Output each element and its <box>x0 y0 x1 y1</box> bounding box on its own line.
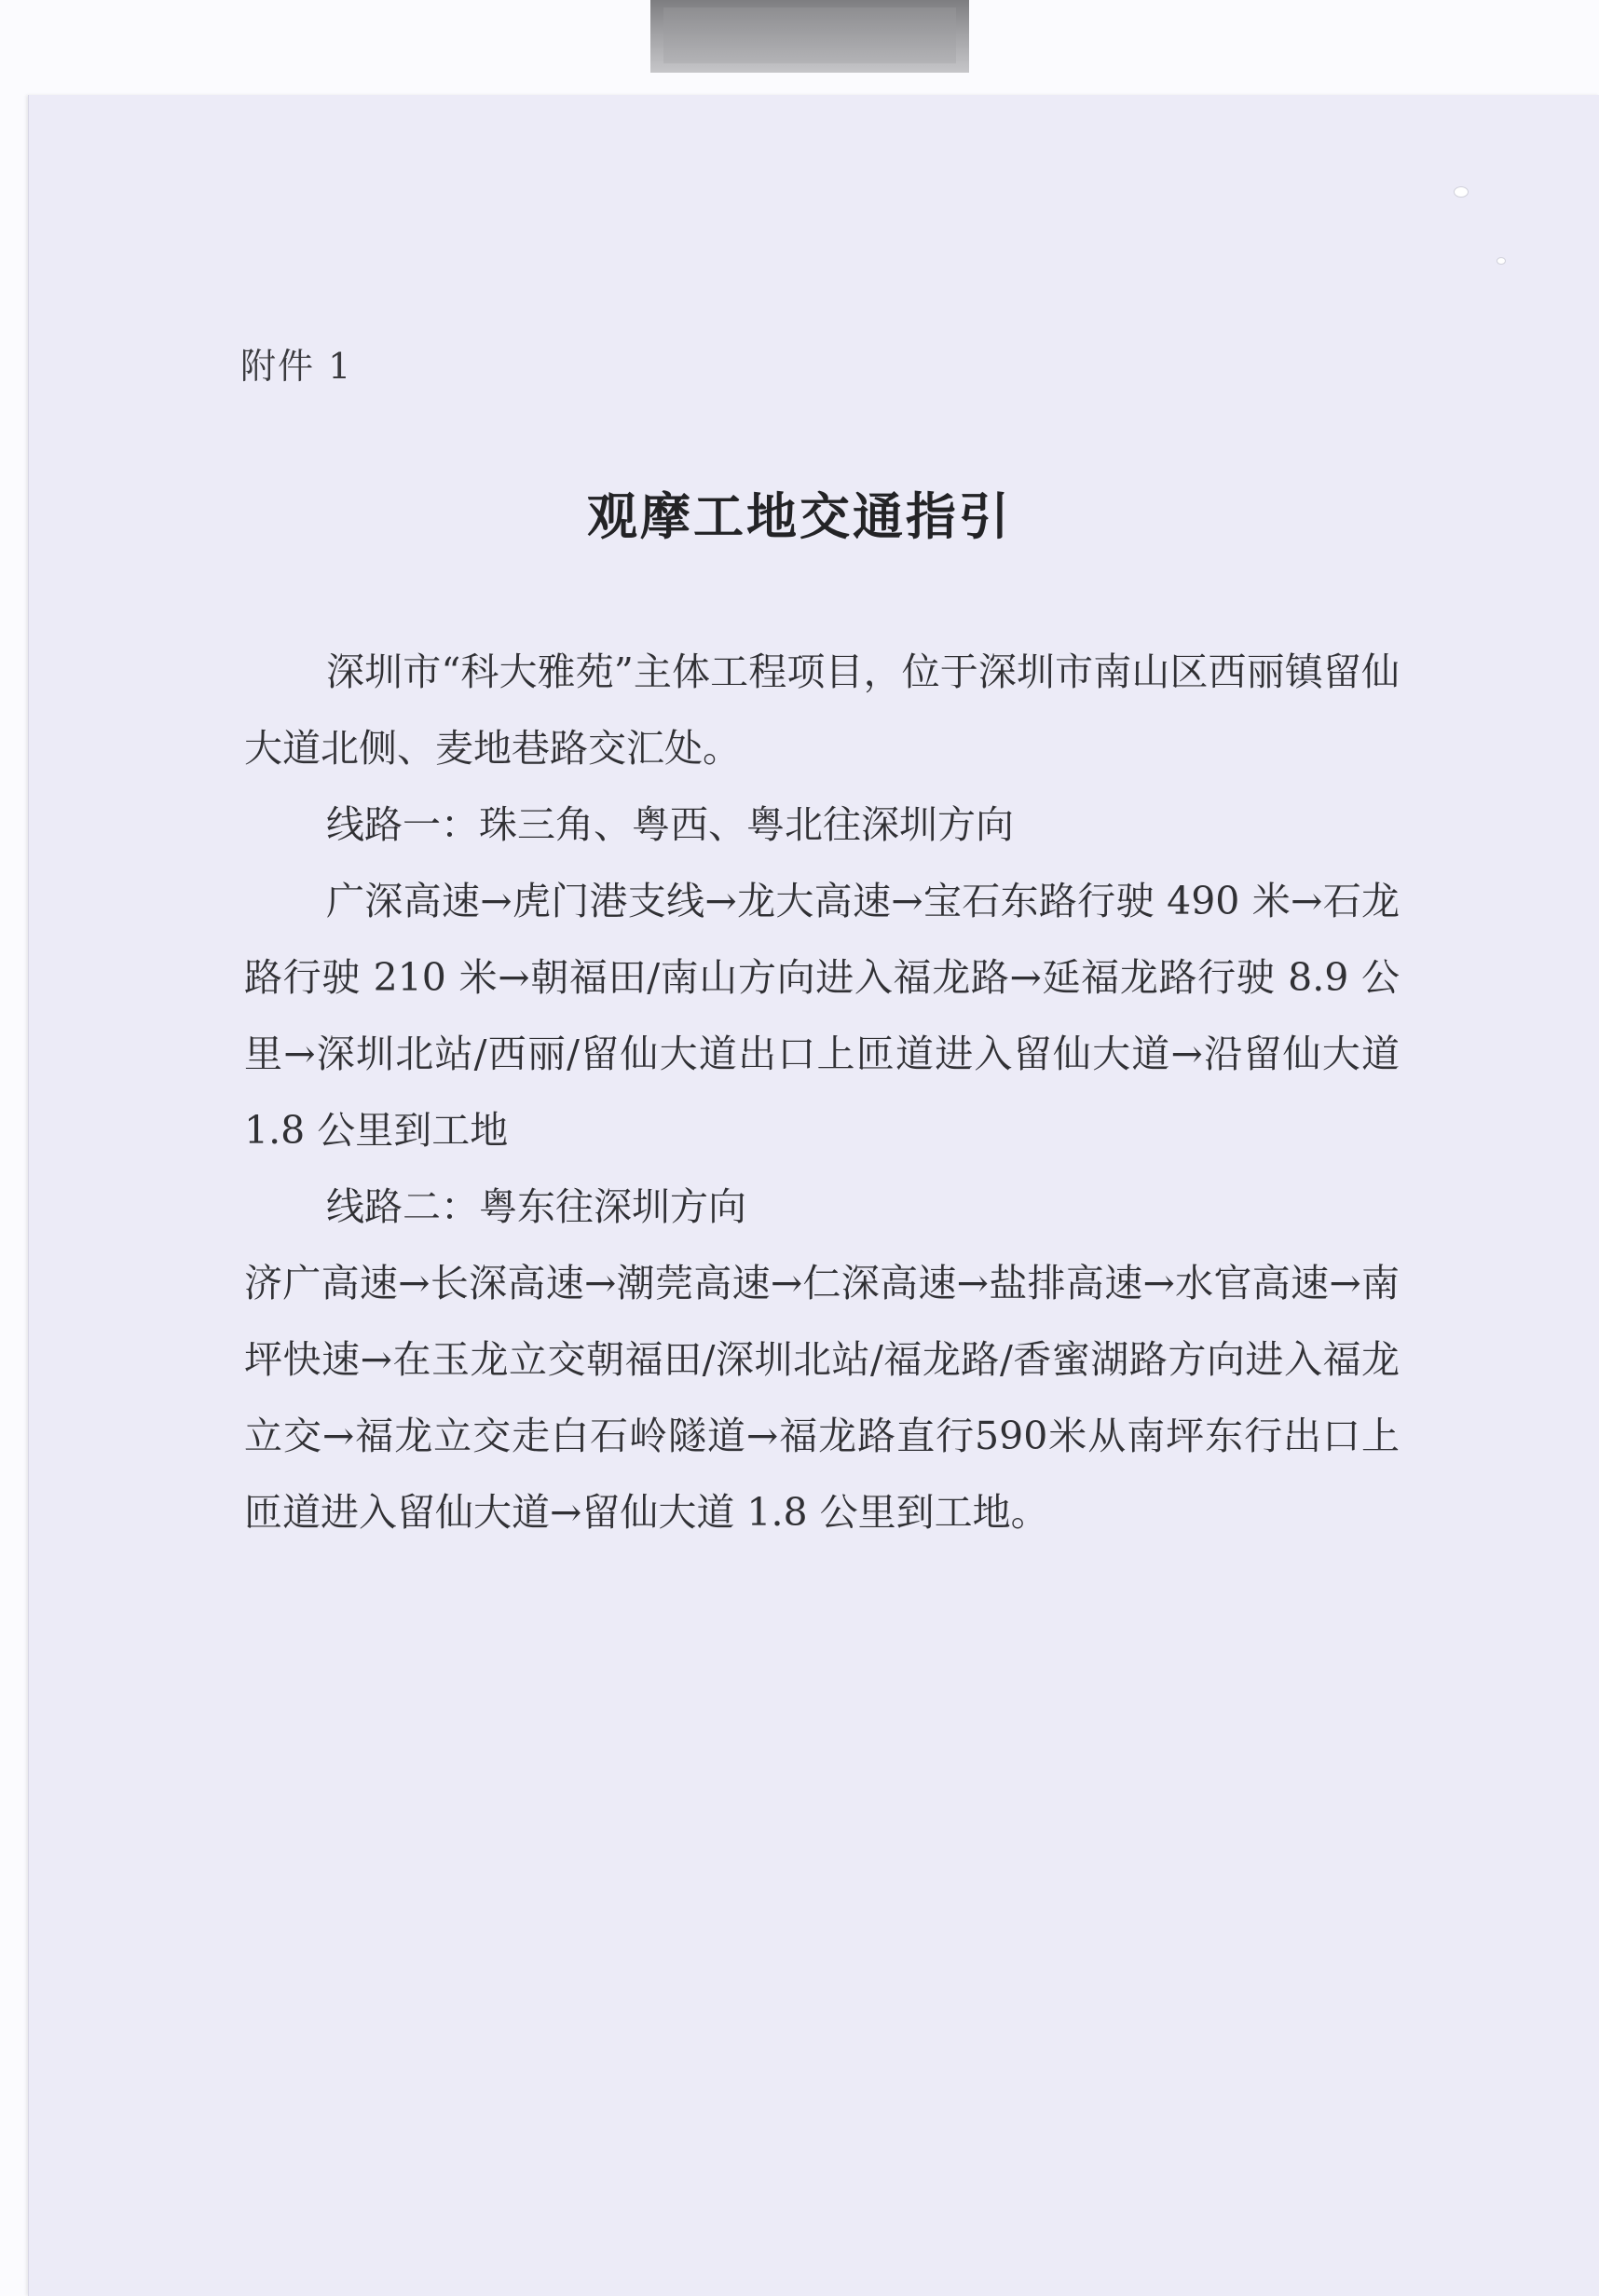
scanner-clip-inner <box>663 7 956 63</box>
attachment-label: 附件 1 <box>240 346 353 387</box>
route-two-description: 济广高速→长深高速→潮莞高速→仁深高速→盐排高速→水官高速→南坪快速→在玉龙立交朝福田/深圳北站/福龙路/香蜜湖路方向进入福龙立交→福龙立交走白石岭隧道→福龙路直行590米从南坪东行出口上匝道进入留仙大道→留仙大道 1.8 公里到工地。 <box>244 1261 1400 1535</box>
paper-mark <box>1496 257 1506 265</box>
route-one-heading: 线路一：珠三角、粤西、粤北往深圳方向 <box>326 802 1014 847</box>
document-body <box>244 634 1400 1551</box>
page-title: 观摩工地交通指引 <box>587 487 1012 546</box>
route-one-description: 广深高速→虎门港支线→龙大高速→宝石东路行驶 490 米→石龙路行驶 210 米→朝福田/南山方向进入福龙路→延福龙路行驶 8.9 公里→深圳北站/西丽/留仙大道出口上匝道进入留仙大道→沿留仙大道 1.8 公里到工地 <box>244 879 1400 1153</box>
paper-mark <box>1454 186 1469 198</box>
route-two-heading: 线路二：粤东往深圳方向 <box>326 1184 746 1229</box>
intro-paragraph: 深圳市“科大雅苑”主体工程项目，位于深圳市南山区西丽镇留仙大道北侧、麦地巷路交汇处。 <box>244 649 1400 771</box>
